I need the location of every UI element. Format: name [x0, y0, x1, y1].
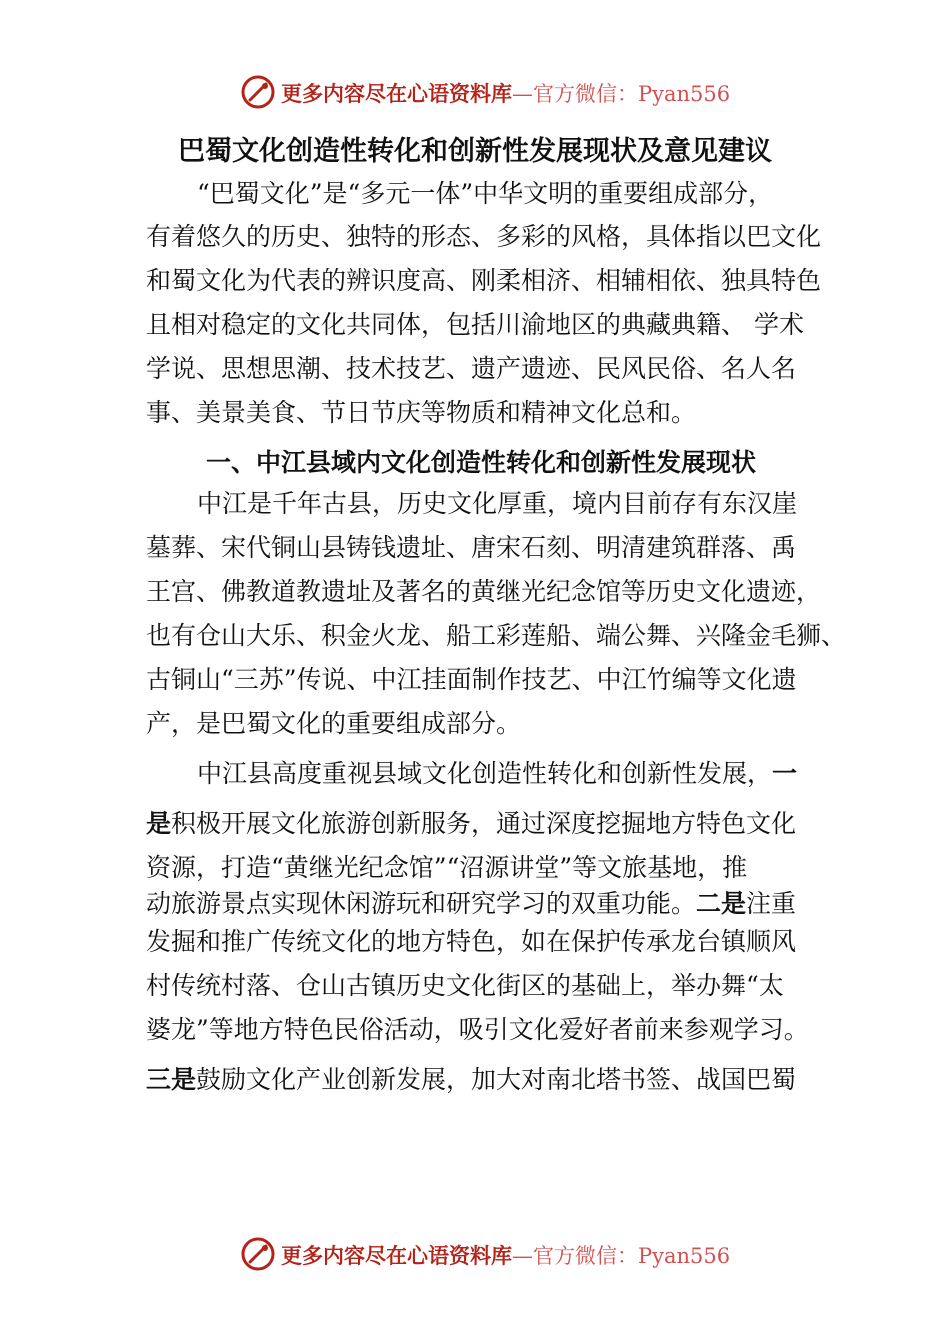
para1-line: 墓葬、宋代铜山县铸钱遗址、唐宋石刻、明清建筑群落、禹 [146, 533, 797, 562]
header-watermark [0, 72, 950, 112]
intro-line: 且相对稳定的文化共同体，包括川渝地区的典藏典籍、 学术 [146, 310, 804, 339]
para2-line: 婆龙”等地方特色民俗活动，吸引文化爱好者前来参观学习。 [146, 1015, 809, 1044]
para1-line: 也有仓山大乐、积金火龙、船工彩莲船、端公舞、兴隆金毛狮、 [146, 621, 847, 650]
document-title: 巴蜀文化创造性转化和创新性发展现状及意见建议 [178, 136, 772, 167]
para1-line: 古铜山“三苏”传说、中江挂面制作技艺、中江竹编等文化遗 [146, 665, 797, 694]
section-heading: 一、中江县域内文化创造性转化和创新性发展现状 [206, 448, 757, 477]
intro-line: 事、美景美食、节日节庆等物质和精神文化总和。 [146, 398, 697, 427]
footer-watermark [0, 1234, 950, 1274]
para2-line: 发掘和推广传统文化的地方特色，如在保护传承龙台镇顺风 [146, 927, 797, 956]
para1-line: 产，是巴蜀文化的重要组成部分。 [146, 709, 522, 738]
intro-line: “巴蜀文化”是“多元一体”中华文明的重要组成部分， [197, 179, 774, 208]
brush-circle-logo-icon [240, 74, 276, 110]
para2-line: 是积极开展文化旅游创新服务，通过深度挖掘地方特色文化 [146, 809, 797, 838]
intro-line: 有着悠久的历史、独特的形态、多彩的风格，具体指以巴文化 [146, 222, 822, 251]
intro-line: 和蜀文化为代表的辨识度高、刚柔相济、相辅相依、独具特色 [146, 266, 822, 295]
para2-line: 动旅游景点实现休闲游玩和研究学习的双重功能。二是注重 [146, 889, 797, 918]
intro-line: 学说、思想思潮、技术技艺、遗产遗迹、民风民俗、名人名 [146, 354, 797, 383]
para2-line: 中江县高度重视县域文化创造性转化和创新性发展，一 [197, 759, 798, 788]
para1-line: 中江是千年古县，历史文化厚重，境内目前存有东汉崖 [197, 489, 798, 518]
watermark-text: 更多内容尽在心语资料库—官方微信：Pyan556 [281, 1243, 731, 1268]
para1-line: 王宫、佛教道教遗址及著名的黄继光纪念馆等历史文化遗迹， [146, 577, 822, 606]
brush-circle-logo-icon [240, 1236, 276, 1272]
para2-line: 村传统村落、仓山古镇历史文化街区的基础上，举办舞“太 [146, 971, 784, 1000]
watermark-text: 更多内容尽在心语资料库—官方微信：Pyan556 [281, 81, 731, 106]
para2-line: 资源，打造“黄继光纪念馆”“沼源讲堂”等文旅基地，推 [146, 853, 748, 882]
para2-line: 三是鼓励文化产业创新发展，加大对南北塔书签、战国巴蜀 [146, 1065, 797, 1094]
